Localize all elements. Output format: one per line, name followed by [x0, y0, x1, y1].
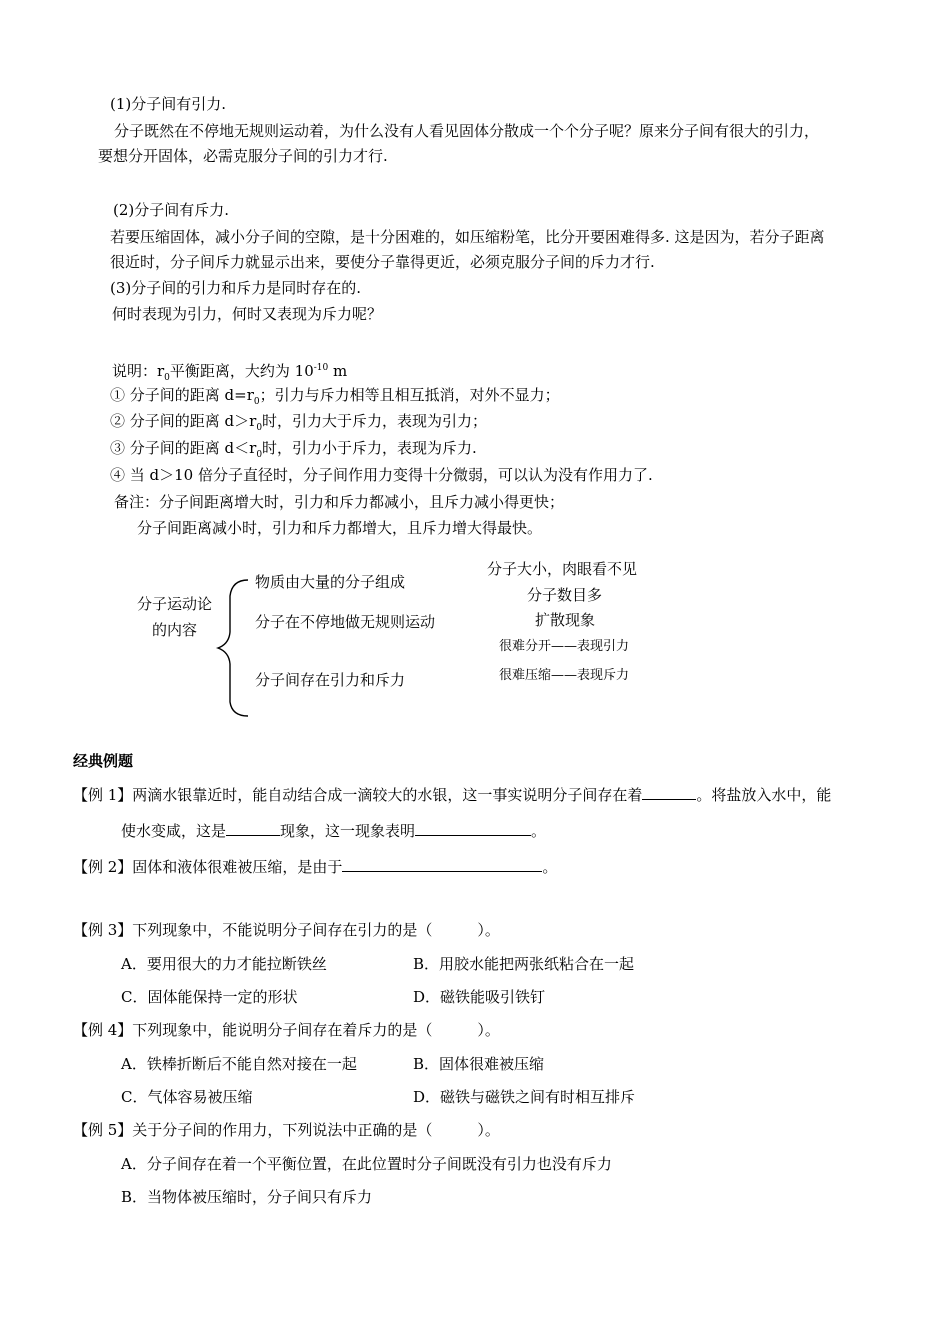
example-3-option-a[interactable]: A．要用很大的力才能拉断铁丝	[121, 955, 327, 973]
answer-blank[interactable]	[342, 856, 542, 872]
example-4-option-b[interactable]: B．固体很难被压缩	[413, 1055, 545, 1073]
answer-blank[interactable]	[226, 820, 280, 836]
diagram-branch-1: 物质由大量的分子组成	[255, 573, 406, 591]
section-2-paragraph-line-1: 若要压缩固体，减小分子间的空隙，是十分困难的，如压缩粉笔，比分开要困难得多. 这是因为，若分子距离	[110, 228, 825, 246]
example-2: 【例 2】固体和液体很难被压缩，是由于 。	[73, 858, 558, 876]
diagram-detail-5: 很难压缩——表现斥力	[499, 668, 630, 683]
section-1-paragraph-line-2: 要想分开固体，必需克服分子间的引力才行.	[98, 147, 388, 165]
example-4-option-a[interactable]: A．铁棒折断后不能自然对接在一起	[121, 1055, 357, 1073]
example-5-option-b[interactable]: B．当物体被压缩时，分子间只有斥力	[121, 1188, 373, 1206]
explain-item-2: ② 分子间的距离 $d>r_0$时，引力大于斥力，表现为引力；	[110, 412, 488, 433]
section-1-paragraph-line-1: 分子既然在不停地无规则运动着，为什么没有人看见固体分散成一个个分子呢？原来分子间有很大的引力，	[114, 122, 820, 140]
explain-line: 说明：$r_0$平衡距离，大约为 $10^{-10}$ m	[112, 362, 348, 383]
example-4-question: 【例 4】下列现象中，能说明分子间存在着斥力的是（ ）。	[73, 1021, 500, 1039]
diagram-detail-4: 很难分开——表现引力	[499, 639, 630, 654]
explain-item-3: ③ 分子间的距离 $d<r_0$时，引力小于斥力，表现为斥力.	[110, 439, 477, 460]
diagram-detail-3: 扩散现象	[535, 611, 596, 629]
section-1-title: (1)分子间有引力.	[110, 95, 227, 113]
diagram-root-line-2: 的内容	[152, 621, 198, 639]
example-4-option-c[interactable]: C．气体容易被压缩	[121, 1088, 253, 1106]
note-line-2: 分子间距离减小时，引力和斥力都增大，且斥力增大得最快。	[137, 519, 543, 537]
answer-blank[interactable]	[415, 820, 531, 836]
example-1-line-2: 使水变咸，这是 现象，这一现象表明 。	[121, 822, 547, 840]
answer-blank[interactable]	[642, 784, 696, 800]
example-3-option-d[interactable]: D．磁铁能吸引铁钉	[413, 988, 546, 1006]
example-4-option-d[interactable]: D．磁铁与磁铁之间有时相互排斥	[413, 1088, 636, 1106]
example-3-option-b[interactable]: B．用胶水能把两张纸粘合在一起	[413, 955, 635, 973]
diagram-root-line-1: 分子运动论	[137, 595, 213, 613]
curly-brace-icon	[212, 574, 252, 722]
diagram-branch-3: 分子间存在引力和斥力	[255, 671, 406, 689]
section-3-question: 何时表现为引力，何时又表现为斥力呢？	[112, 305, 383, 323]
example-5-option-a[interactable]: A．分子间存在着一个平衡位置，在此位置时分子间既没有引力也没有斥力	[121, 1155, 612, 1173]
section-3-title: (3)分子间的引力和斥力是同时存在的.	[110, 279, 362, 297]
note-line-1: 备注：分子间距离增大时，引力和斥力都减小，且斥力减小得更快；	[114, 493, 565, 511]
section-2-paragraph-line-2: 很近时，分子间斥力就显示出来，要使分子靠得更近，必须克服分子间的斥力才行.	[110, 253, 655, 271]
diagram-detail-2: 分子数目多	[527, 586, 603, 604]
diagram-detail-1: 分子大小，肉眼看不见	[487, 560, 638, 578]
examples-heading: 经典例题	[73, 752, 134, 770]
diagram-branch-2: 分子在不停地做无规则运动	[255, 613, 436, 631]
example-3-option-c[interactable]: C．固体能保持一定的形状	[121, 988, 298, 1006]
section-2-title: (2)分子间有斥力.	[113, 201, 230, 219]
example-5-question: 【例 5】关于分子间的作用力，下列说法中正确的是（ ）。	[73, 1121, 500, 1139]
example-1-line-1: 【例 1】两滴水银靠近时，能自动结合成一滴较大的水银，这一事实说明分子间存在着 。将盐放入水中，能	[73, 786, 832, 804]
example-3-question: 【例 3】下列现象中，不能说明分子间存在引力的是（ ）。	[73, 921, 500, 939]
explain-item-1: ① 分子间的距离 $d=r_0$；引力与斥力相等且相互抵消，对外不显力；	[110, 386, 560, 407]
explain-item-4: ④ 当 d＞10 倍分子直径时，分子间作用力变得十分微弱，可以认为没有作用力了.	[110, 466, 653, 484]
